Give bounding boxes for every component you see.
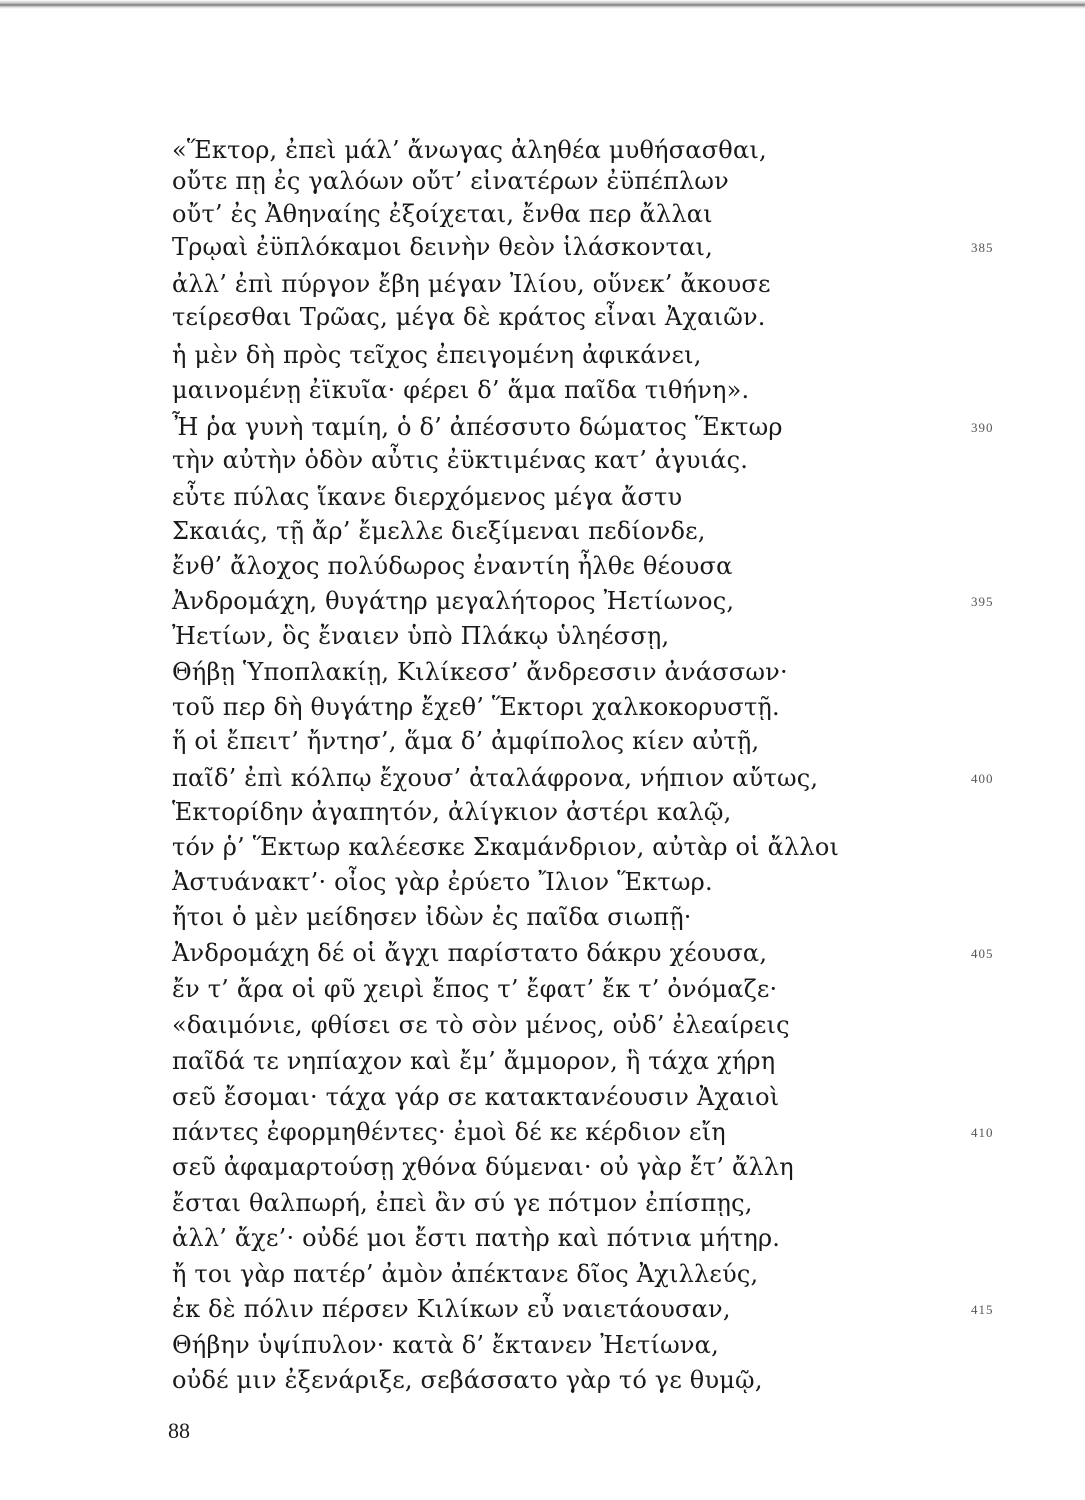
line-number: 405 <box>971 946 994 961</box>
verse-text: παῖδ’ ἐπὶ κόλπῳ ἔχουσ’ ἀταλάφρονα, νήπιον αὔτως, <box>172 764 819 792</box>
verse-text: πάντες ἐφορμηθέντες· ἐμοὶ δέ κε κέρδιον εἴη <box>172 1118 726 1146</box>
verse-text: ἀλλ’ ἐπὶ πύργον ἔβη μέγαν Ἰλίου, οὕνεκ’ ἄκουσε <box>172 270 771 298</box>
verse-text: Ἀστυάνακτ’· οἶος γὰρ ἐρύετο Ἴλιον Ἕκτωρ. <box>172 868 713 896</box>
verse-line <box>172 1186 1072 1220</box>
verse-line <box>172 900 1072 934</box>
verse-text: ἔνθ’ ἄλοχος πολύδωρος ἐναντίη ἦλθε θέουσα <box>172 552 733 580</box>
verse-line <box>172 443 1072 477</box>
verse-line <box>172 164 1072 198</box>
verse-text: Τρῳαὶ ἐϋπλόκαμοι δεινὴν θεὸν ἱλάσκονται, <box>172 233 713 261</box>
verse-line <box>172 480 1072 514</box>
verse-line <box>172 230 1072 264</box>
verse-line <box>172 865 1072 899</box>
verse-text: ἀλλ’ ἄχε’· οὐδέ μοι ἔστι πατὴρ καὶ πότνια μήτηρ. <box>172 1224 781 1252</box>
verse-text: «Ἕκτορ, ἐπεὶ μάλ’ ἄνωγας ἀληθέα μυθήσασθαι, <box>172 136 767 164</box>
verse-line <box>172 1115 1072 1149</box>
verse-text: τοῦ περ δὴ θυγάτηρ ἔχεθ’ Ἕκτορι χαλκοκορυστῇ. <box>172 693 780 721</box>
line-number: 385 <box>971 240 994 255</box>
verse-line <box>172 761 1072 795</box>
verse-text: Θήβην ὑψίπυλον· κατὰ δ’ ἔκτανεν Ἠετίωνα, <box>172 1331 719 1359</box>
verse-text: σεῦ ἔσομαι· τάχα γάρ σε κατακτανέουσιν Ἀχαιοὶ <box>172 1083 780 1111</box>
verse-line <box>172 584 1072 618</box>
verse-line <box>172 619 1072 653</box>
verse-text: Ἑκτορίδην ἀγαπητόν, ἀλίγκιον ἀστέρι καλῷ, <box>172 798 732 826</box>
verse-line <box>172 410 1072 444</box>
verse-text: Ἀνδρομάχη, θυγάτηρ μεγαλήτορος Ἠετίωνος, <box>172 587 735 615</box>
verse-line <box>172 690 1072 724</box>
verse-line <box>172 133 1072 167</box>
line-number: 400 <box>971 771 994 786</box>
verse-text: ἐκ δὲ πόλιν πέρσεν Κιλίκων εὖ ναιετάουσαν, <box>172 1295 731 1323</box>
verse-text: ἤ τοι γὰρ πατέρ’ ἀμὸν ἀπέκτανε δῖος Ἀχιλλεύς, <box>172 1260 759 1288</box>
verse-line <box>172 338 1072 372</box>
verse-line <box>172 972 1072 1006</box>
verse-line <box>172 300 1072 334</box>
verse-text: σεῦ ἀφαμαρτούσῃ χθόνα δύμεναι· οὐ γὰρ ἔτ’ ἄλλη <box>172 1153 794 1181</box>
verse-text: Ἠετίων, ὃς ἔναιεν ὑπὸ Πλάκῳ ὑληέσσῃ, <box>172 622 670 650</box>
verse-text: παῖδά τε νηπίαχον καὶ ἔμ’ ἄμμορον, ἣ τάχα χήρη <box>172 1047 776 1075</box>
verse-text: Θήβῃ Ὑποπλακίῃ, Κιλίκεσσ’ ἄνδρεσσιν ἀνάσσων· <box>172 658 788 686</box>
verse-line <box>172 1080 1072 1114</box>
verse-text: Σκαιάς, τῇ ἄρ’ ἔμελλε διεξίμεναι πεδίονδε, <box>172 517 706 545</box>
verse-text: τείρεσθαι Τρῶας, μέγα δὲ κράτος εἶναι Ἀχαιῶν. <box>172 303 766 331</box>
verse-line <box>172 1363 1072 1397</box>
verse-text: οὐδέ μιν ἐξενάριξε, σεβάσσατο γὰρ τό γε θυμῷ, <box>172 1366 763 1394</box>
verse-line <box>172 514 1072 548</box>
verse-line <box>172 549 1072 583</box>
verse-line <box>172 267 1072 301</box>
verse-text: ἡ μὲν δὴ πρὸς τεῖχος ἐπειγομένη ἀφικάνει, <box>172 341 702 369</box>
verse-text: Ἀνδρομάχη δέ οἱ ἄγχι παρίστατο δάκρυ χέουσα, <box>172 939 768 967</box>
page-number: 88 <box>168 1418 190 1443</box>
verse-line <box>172 1221 1072 1255</box>
line-number: 390 <box>971 420 994 435</box>
verse-line <box>172 724 1072 758</box>
verse-line <box>172 1292 1072 1326</box>
verse-text: μαινομένῃ ἐϊκυῖα· φέρει δ’ ἅμα παῖδα τιθήνη». <box>172 376 750 404</box>
verse-text: Ἦ ῥα γυνὴ ταμίη, ὁ δ’ ἀπέσσυτο δώματος Ἕκτωρ <box>172 413 783 441</box>
verse-text: οὔτε πῃ ἐς γαλόων οὔτ’ εἰνατέρων ἐϋπέπλων <box>172 167 729 195</box>
verse-line <box>172 197 1072 231</box>
verse-line <box>172 936 1072 970</box>
verse-text: «δαιμόνιε, φθίσει σε τὸ σὸν μένος, οὐδ’ ἐλεαίρεις <box>172 1011 790 1039</box>
verse-line <box>172 830 1072 864</box>
line-number: 415 <box>971 1302 994 1317</box>
verse-line <box>172 655 1072 689</box>
verse-text: τόν ῥ’ Ἕκτωρ καλέεσκε Σκαμάνδριον, αὐτὰρ οἱ ἄλλοι <box>172 833 840 861</box>
verse-text: ἤτοι ὁ μὲν μείδησεν ἰδὼν ἐς παῖδα σιωπῇ· <box>172 903 692 931</box>
line-number: 410 <box>971 1125 994 1140</box>
verse-text: ἥ οἱ ἔπειτ’ ἤντησ’, ἅμα δ’ ἀμφίπολος κίεν αὐτῇ, <box>172 727 760 755</box>
verse-line <box>172 1150 1072 1184</box>
verse-text: εὖτε πύλας ἵκανε διερχόμενος μέγα ἄστυ <box>172 483 683 511</box>
verse-line <box>172 1328 1072 1362</box>
verse-text: οὔτ’ ἐς Ἀθηναίης ἐξοίχεται, ἔνθα περ ἄλλαι <box>172 200 713 228</box>
line-number: 395 <box>971 594 994 609</box>
verse-line <box>172 1257 1072 1291</box>
verse-line <box>172 1008 1072 1042</box>
verse-text: ἔσται θαλπωρή, ἐπεὶ ἂν σύ γε πότμον ἐπίσπῃς, <box>172 1189 753 1217</box>
verse-line <box>172 795 1072 829</box>
verse-text: ἔν τ’ ἄρα οἱ φῦ χειρὶ ἔπος τ’ ἔφατ’ ἔκ τ’ ὀνόμαζε· <box>172 975 778 1003</box>
verse-text: τὴν αὐτὴν ὁδὸν αὖτις ἐϋκτιμένας κατ’ ἀγυιάς. <box>172 446 749 474</box>
verse-line <box>172 373 1072 407</box>
verse-line <box>172 1044 1072 1078</box>
